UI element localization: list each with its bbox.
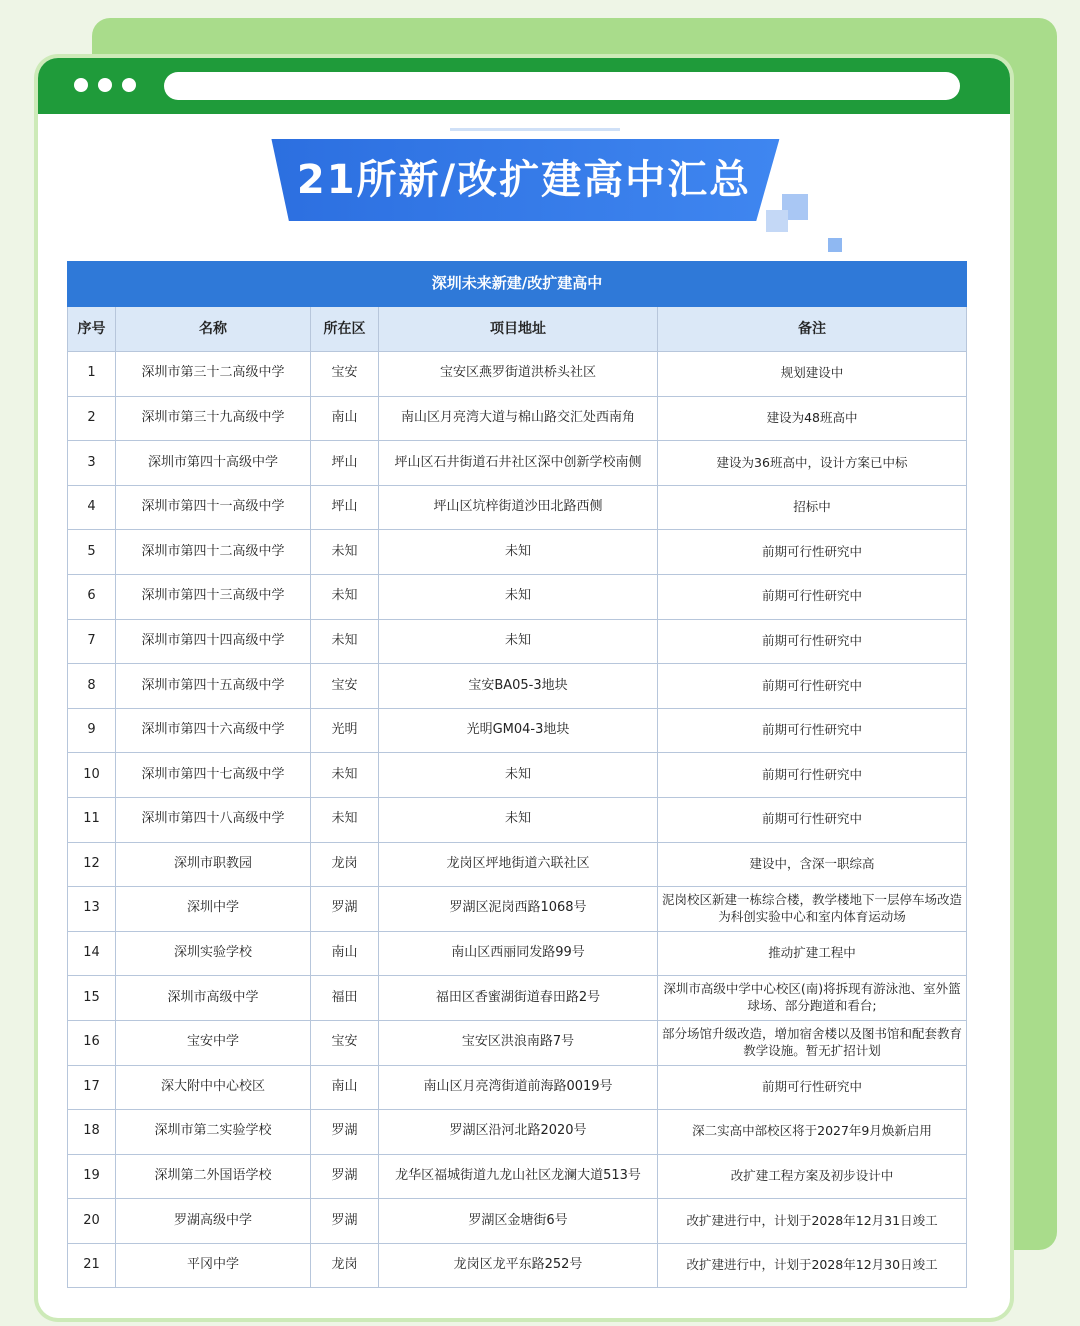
table-row: [68, 1199, 967, 1244]
district-cell: 罗湖: [311, 887, 379, 932]
note-cell: 部分场馆升级改造，增加宿舍楼以及图书馆和配套教育教学设施。暂无扩招计划: [658, 1020, 967, 1065]
project-address-cell: 福田区香蜜湖街道春田路2号: [379, 976, 658, 1021]
school-name-cell: 罗湖高级中学: [116, 1199, 311, 1244]
window-titlebar: [38, 58, 1010, 114]
row-number-cell: 19: [68, 1154, 116, 1199]
project-address-cell: 罗湖区沿河北路2020号: [379, 1110, 658, 1155]
schools-table: [67, 261, 967, 1288]
school-name-cell: 深圳市第四十五高级中学: [116, 664, 311, 709]
district-cell: 南山: [311, 396, 379, 441]
row-number-cell: 18: [68, 1110, 116, 1155]
school-name-cell: 深圳市第四十六高级中学: [116, 708, 311, 753]
row-number-cell: 1: [68, 352, 116, 397]
column-header-name: 名称: [116, 307, 311, 352]
school-name-cell: 深圳市第三十九高级中学: [116, 396, 311, 441]
table-row: [68, 1154, 967, 1199]
district-cell: 光明: [311, 708, 379, 753]
project-address-cell: 龙岗区龙平东路252号: [379, 1243, 658, 1288]
table-row: [68, 574, 967, 619]
table-row: [68, 1110, 967, 1155]
table-row: [68, 664, 967, 709]
district-cell: 未知: [311, 619, 379, 664]
note-cell: 建设为48班高中: [658, 396, 967, 441]
table-row: [68, 1065, 967, 1110]
note-cell: 泥岗校区新建一栋综合楼，教学楼地下一层停车场改造为科创实验中心和室内体育运动场: [658, 887, 967, 932]
table-caption: 深圳未来新建/改扩建高中: [68, 262, 967, 307]
note-cell: 前期可行性研究中: [658, 1065, 967, 1110]
table-row: [68, 976, 967, 1021]
column-header-district: 所在区: [311, 307, 379, 352]
project-address-cell: 宝安BA05-3地块: [379, 664, 658, 709]
school-name-cell: 深圳市第四十四高级中学: [116, 619, 311, 664]
school-name-cell: 深圳市高级中学: [116, 976, 311, 1021]
row-number-cell: 9: [68, 708, 116, 753]
row-number-cell: 6: [68, 574, 116, 619]
table-row: [68, 530, 967, 575]
note-cell: 招标中: [658, 485, 967, 530]
page-title: 21所新/改扩建高中汇总: [296, 157, 752, 203]
school-name-cell: 平冈中学: [116, 1243, 311, 1288]
note-cell: 改扩建进行中，计划于2028年12月30日竣工: [658, 1243, 967, 1288]
project-address-cell: 未知: [379, 797, 658, 842]
school-name-cell: 深圳市第四十八高级中学: [116, 797, 311, 842]
district-cell: 宝安: [311, 1020, 379, 1065]
project-address-cell: 南山区月亮湾大道与棉山路交汇处西南角: [379, 396, 658, 441]
note-cell: 前期可行性研究中: [658, 797, 967, 842]
row-number-cell: 13: [68, 887, 116, 932]
school-name-cell: 深圳第二外国语学校: [116, 1154, 311, 1199]
table-row: [68, 797, 967, 842]
window-dot-icon: [98, 78, 112, 92]
school-name-cell: 深圳市职教园: [116, 842, 311, 887]
project-address-cell: 坪山区坑梓街道沙田北路西侧: [379, 485, 658, 530]
row-number-cell: 21: [68, 1243, 116, 1288]
note-cell: 前期可行性研究中: [658, 574, 967, 619]
row-number-cell: 11: [68, 797, 116, 842]
school-name-cell: 宝安中学: [116, 1020, 311, 1065]
decorative-square: [766, 210, 788, 232]
district-cell: 坪山: [311, 485, 379, 530]
title-banner-area: [38, 114, 1010, 264]
project-address-cell: 罗湖区泥岗西路1068号: [379, 887, 658, 932]
project-address-cell: 坪山区石井街道石井社区深中创新学校南侧: [379, 441, 658, 486]
table-row: [68, 842, 967, 887]
schools-table-container: [67, 261, 966, 1288]
school-name-cell: 深圳市第二实验学校: [116, 1110, 311, 1155]
window-dot-icon: [74, 78, 88, 92]
district-cell: 未知: [311, 574, 379, 619]
district-cell: 南山: [311, 1065, 379, 1110]
project-address-cell: 光明GM04-3地块: [379, 708, 658, 753]
note-cell: 前期可行性研究中: [658, 530, 967, 575]
school-name-cell: 深圳市第四十三高级中学: [116, 574, 311, 619]
table-row: [68, 1243, 967, 1288]
row-number-cell: 15: [68, 976, 116, 1021]
row-number-cell: 17: [68, 1065, 116, 1110]
column-header-address: 项目地址: [379, 307, 658, 352]
school-name-cell: 深圳市第四十二高级中学: [116, 530, 311, 575]
note-cell: 前期可行性研究中: [658, 619, 967, 664]
district-cell: 宝安: [311, 664, 379, 709]
row-number-cell: 20: [68, 1199, 116, 1244]
note-cell: 前期可行性研究中: [658, 753, 967, 798]
row-number-cell: 14: [68, 931, 116, 976]
project-address-cell: 未知: [379, 530, 658, 575]
row-number-cell: 4: [68, 485, 116, 530]
column-header-no: 序号: [68, 307, 116, 352]
row-number-cell: 7: [68, 619, 116, 664]
table-row: [68, 708, 967, 753]
school-name-cell: 深圳市第四十一高级中学: [116, 485, 311, 530]
district-cell: 未知: [311, 753, 379, 798]
school-name-cell: 深圳市第三十二高级中学: [116, 352, 311, 397]
project-address-cell: 未知: [379, 574, 658, 619]
project-address-cell: 宝安区洪浪南路7号: [379, 1020, 658, 1065]
district-cell: 龙岗: [311, 1243, 379, 1288]
project-address-cell: 南山区月亮湾街道前海路0019号: [379, 1065, 658, 1110]
school-name-cell: 深大附中中心校区: [116, 1065, 311, 1110]
note-cell: 前期可行性研究中: [658, 708, 967, 753]
column-header-note: 备注: [658, 307, 967, 352]
window-dot-icon: [122, 78, 136, 92]
district-cell: 罗湖: [311, 1199, 379, 1244]
project-address-cell: 龙岗区坪地街道六联社区: [379, 842, 658, 887]
table-row: [68, 931, 967, 976]
project-address-cell: 龙华区福城街道九龙山社区龙澜大道513号: [379, 1154, 658, 1199]
note-cell: 深二实高中部校区将于2027年9月焕新启用: [658, 1110, 967, 1155]
district-cell: 坪山: [311, 441, 379, 486]
row-number-cell: 8: [68, 664, 116, 709]
note-cell: 建设中，含深一职综高: [658, 842, 967, 887]
table-row: [68, 352, 967, 397]
decorative-line: [450, 128, 620, 131]
project-address-cell: 未知: [379, 753, 658, 798]
district-cell: 福田: [311, 976, 379, 1021]
district-cell: 南山: [311, 931, 379, 976]
row-number-cell: 2: [68, 396, 116, 441]
district-cell: 罗湖: [311, 1110, 379, 1155]
row-number-cell: 5: [68, 530, 116, 575]
table-row: [68, 887, 967, 932]
decorative-square: [828, 238, 842, 252]
row-number-cell: 12: [68, 842, 116, 887]
school-name-cell: 深圳中学: [116, 887, 311, 932]
district-cell: 宝安: [311, 352, 379, 397]
row-number-cell: 16: [68, 1020, 116, 1065]
project-address-cell: 未知: [379, 619, 658, 664]
school-name-cell: 深圳实验学校: [116, 931, 311, 976]
table-row: [68, 619, 967, 664]
table-row: [68, 485, 967, 530]
note-cell: 建设为36班高中，设计方案已中标: [658, 441, 967, 486]
address-bar[interactable]: [164, 72, 960, 100]
row-number-cell: 10: [68, 753, 116, 798]
note-cell: 改扩建工程方案及初步设计中: [658, 1154, 967, 1199]
table-row: [68, 441, 967, 486]
project-address-cell: 南山区西丽同发路99号: [379, 931, 658, 976]
note-cell: 前期可行性研究中: [658, 664, 967, 709]
district-cell: 未知: [311, 530, 379, 575]
note-cell: 推动扩建工程中: [658, 931, 967, 976]
note-cell: 深圳市高级中学中心校区(南)将拆现有游泳池、室外篮球场、部分跑道和看台;: [658, 976, 967, 1021]
school-name-cell: 深圳市第四十七高级中学: [116, 753, 311, 798]
district-cell: 龙岗: [311, 842, 379, 887]
school-name-cell: 深圳市第四十高级中学: [116, 441, 311, 486]
row-number-cell: 3: [68, 441, 116, 486]
district-cell: 未知: [311, 797, 379, 842]
table-row: [68, 396, 967, 441]
table-row: [68, 753, 967, 798]
table-header-row: [68, 307, 967, 352]
district-cell: 罗湖: [311, 1154, 379, 1199]
project-address-cell: 罗湖区金塘街6号: [379, 1199, 658, 1244]
browser-window: [38, 58, 1010, 1318]
note-cell: 改扩建进行中，计划于2028年12月31日竣工: [658, 1199, 967, 1244]
note-cell: 规划建设中: [658, 352, 967, 397]
project-address-cell: 宝安区燕罗街道洪桥头社区: [379, 352, 658, 397]
table-row: [68, 1020, 967, 1065]
